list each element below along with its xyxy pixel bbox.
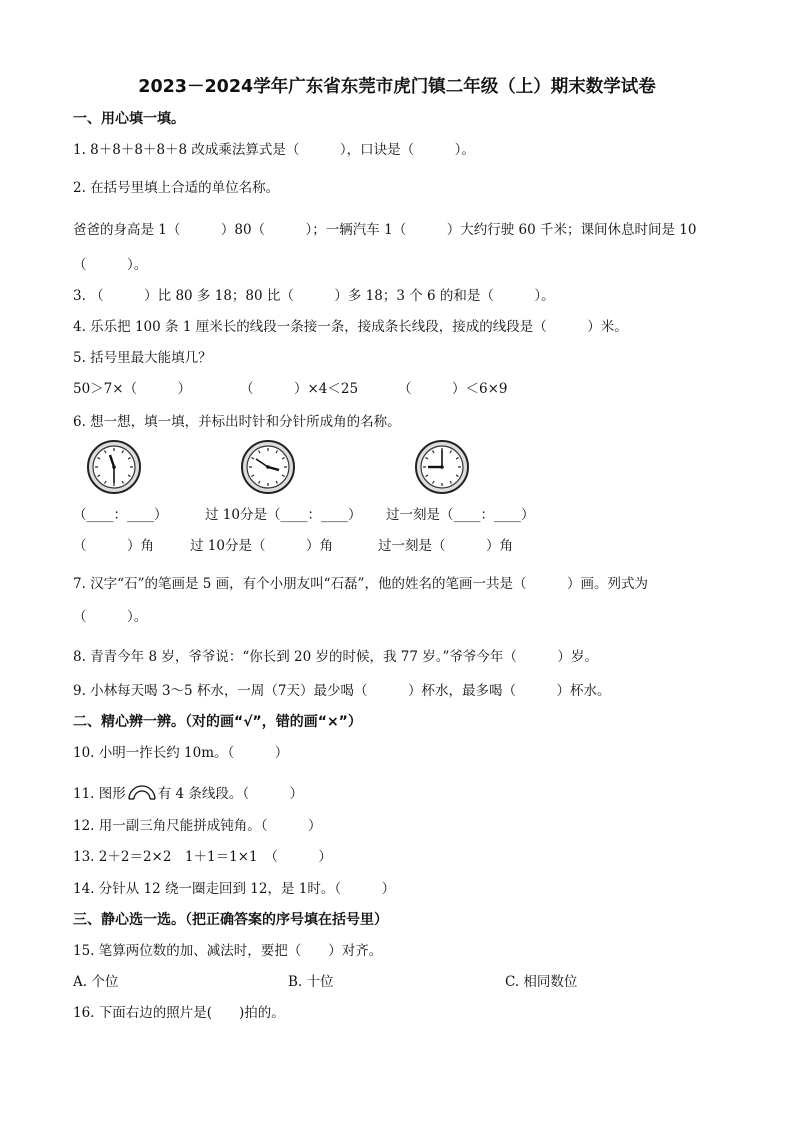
page-title: 2023－2024学年广东省东莞市虎门镇二年级（上）期末数学试卷 <box>138 77 656 97</box>
question-3: 3. （ ）比 80 多 18；80 比（ ）多 18；3 个 6 的和是（ ）。 <box>73 288 555 304</box>
question-13: 13. 2＋2＝2×2 1＋1＝1×1 （ ） <box>73 849 332 865</box>
question-14: 14. 分针从 12 绕一圈走回到 12，是 1时。（ ） <box>73 881 396 897</box>
question-9: 9. 小林每天喝 3～5 杯水，一周（7天）最少喝（ ）杯水，最多喝（ ）杯水。 <box>73 683 611 699</box>
question-6-angle-3: 过一刻是（ ）角 <box>378 538 513 554</box>
question-15-option-a: A. 个位 <box>73 974 119 990</box>
question-6-time-1: （____：____） <box>73 507 168 523</box>
question-7-line-1: 7. 汉字“石”的笔画是 5 画，有个小朋友叫“石磊”，他的姓名的笔画一共是（ ）画。列式为 <box>73 576 648 592</box>
question-6-time-3: 过一刻是（____：____） <box>386 507 535 523</box>
question-7-line-2: （ ）。 <box>73 609 148 625</box>
question-8: 8. 青青今年 8 岁，爷爷说：“你长到 20 岁的时候，我 77 岁。”爷爷今年（ ）岁。 <box>73 649 598 665</box>
clock-icon-3 <box>414 439 470 495</box>
question-16: 16. 下面右边的照片是( )拍的。 <box>73 1005 285 1021</box>
question-2: 2. 在括号里填上合适的单位名称。 <box>73 180 280 196</box>
question-15: 15. 笔算两位数的加、减法时，要把（ ）对齐。 <box>73 943 383 959</box>
question-5-item-1: 50＞7×（ ） <box>73 381 192 397</box>
section-2-heading: 二、精心辨一辨。（对的画“√”，错的画“×”） <box>73 714 362 730</box>
question-10: 10. 小明一拃长约 10m。（ ） <box>73 745 289 761</box>
question-4: 4. 乐乐把 100 条 1 厘米长的线段一条接一条，接成条长线段，接成的线段是（ ）米。 <box>73 319 628 335</box>
section-1-heading: 一、用心填一填。 <box>73 111 185 127</box>
question-6: 6. 想一想，填一填，并标出时针和分针所成角的名称。 <box>73 414 401 430</box>
arc-figure-icon <box>127 784 157 800</box>
question-2-line-2: （ ）。 <box>73 257 148 273</box>
question-5: 5. 括号里最大能填几？ <box>73 350 212 366</box>
question-15-option-c: C. 相同数位 <box>505 974 578 990</box>
question-6-angle-1: （ ）角 <box>73 538 154 554</box>
question-6-angle-2: 过 10分是（ ）角 <box>190 538 333 554</box>
section-3-heading: 三、静心选一选。（把正确答案的序号填在括号里） <box>73 912 388 928</box>
question-1: 1. 8＋8＋8＋8＋8 改成乘法算式是（ ），口诀是（ ）。 <box>73 142 475 158</box>
question-11-suffix: 有 4 条线段。（ ） <box>157 786 304 802</box>
question-11-prefix: 11. 图形 <box>73 786 126 802</box>
question-2-line-1: 爸爸的身高是 1（ ）80（ ）；一辆汽车 1（ ）大约行驶 60 千米；课间休息时间是 10 <box>73 222 697 238</box>
question-11 <box>73 784 303 803</box>
question-15-option-b: B. 十位 <box>288 974 334 990</box>
question-6-time-2: 过 10分是（____：____） <box>205 507 362 523</box>
clock-icon-2 <box>240 439 296 495</box>
question-5-item-3: （ ）＜6×9 <box>398 381 508 397</box>
question-12: 12. 用一副三角尺能拼成钝角。（ ） <box>73 818 322 834</box>
clock-icon-1 <box>86 439 142 495</box>
question-5-item-2: （ ）×4＜25 <box>240 381 359 397</box>
